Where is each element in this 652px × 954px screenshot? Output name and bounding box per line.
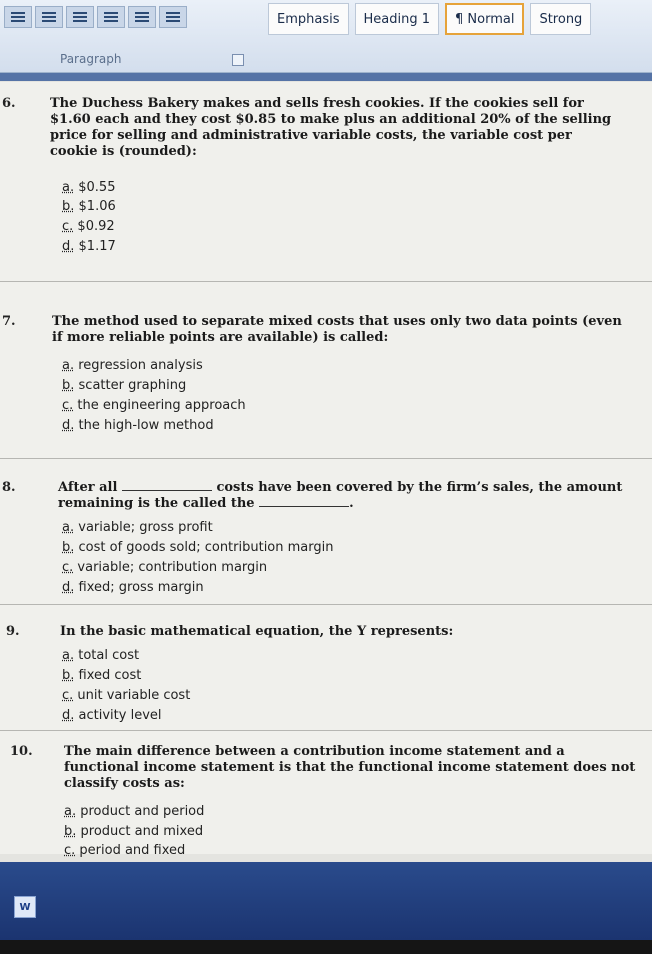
question-number: 10. — [10, 744, 33, 759]
option-letter: d. — [62, 239, 75, 254]
option — [62, 648, 139, 664]
question-line: classify costs as: — [64, 776, 185, 791]
style-normal[interactable]: ¶ Normal — [445, 3, 524, 35]
option-text: activity level — [78, 708, 162, 723]
option-letter: c. — [62, 219, 74, 234]
fill-in-blank — [259, 496, 349, 507]
option-text: $0.92 — [77, 219, 115, 234]
option-letter: a. — [62, 648, 75, 663]
option-letter: d. — [62, 580, 75, 595]
align-center-button[interactable] — [4, 6, 32, 28]
option — [62, 378, 186, 394]
align-center-icon — [11, 16, 25, 18]
option — [62, 688, 190, 704]
option — [62, 219, 115, 235]
word-app-icon[interactable]: W — [14, 896, 36, 918]
question-line: cookie is (rounded): — [50, 144, 197, 159]
option — [62, 560, 267, 576]
paragraph-group-label: Paragraph — [60, 52, 122, 66]
option-letter: d. — [62, 708, 75, 723]
question-line: $1.60 each and they cost $0.85 to make plus an additional 20% of the selling — [50, 112, 612, 127]
question-number: 6. — [2, 96, 16, 111]
section-divider — [0, 730, 652, 731]
option-text: the engineering approach — [77, 398, 246, 413]
option-text: the high-low method — [78, 418, 214, 433]
option-letter: b. — [62, 199, 75, 214]
option-text: $1.17 — [78, 239, 116, 254]
question-fragment: After all — [58, 480, 118, 495]
question-line: In the basic mathematical equation, the Y represents: — [60, 624, 454, 639]
section-divider — [0, 458, 652, 459]
question-text — [50, 96, 611, 160]
option-letter: a. — [62, 358, 75, 373]
option — [62, 580, 204, 596]
justify-icon — [73, 16, 87, 18]
option — [64, 824, 203, 840]
option — [62, 239, 116, 255]
option-letter: c. — [62, 560, 74, 575]
option — [64, 804, 204, 820]
question-text — [58, 480, 622, 512]
option — [62, 540, 334, 556]
taskbar — [0, 862, 652, 940]
paragraph-dialog-launcher[interactable] — [232, 54, 244, 66]
option-text: fixed cost — [78, 668, 142, 683]
option-letter: c. — [62, 688, 74, 703]
align-right-button[interactable] — [35, 6, 63, 28]
screen-bezel — [0, 940, 652, 954]
section-divider — [0, 281, 652, 282]
question-number: 8. — [2, 480, 16, 495]
option-letter: d. — [62, 418, 75, 433]
question-line: price for selling and administrative variable costs, the variable cost per — [50, 128, 572, 143]
question-line: The Duchess Bakery makes and sells fresh cookies. If the cookies sell for — [50, 96, 584, 111]
question-line: functional income statement is that the functional income statement does not — [64, 760, 636, 775]
ruler — [0, 73, 652, 81]
question-line: The method used to separate mixed costs that uses only two data points (even — [52, 314, 622, 329]
question-text — [64, 744, 635, 792]
option — [62, 708, 162, 724]
question-fragment: costs have been covered by the firm’s sales, the amount — [216, 480, 623, 495]
option-text: scatter graphing — [78, 378, 187, 393]
option — [62, 199, 116, 215]
align-right-icon — [42, 16, 56, 18]
document-page[interactable] — [0, 82, 652, 858]
option — [62, 358, 203, 374]
question-line: if more reliable points are available) is called: — [52, 330, 389, 345]
option-text: $1.06 — [78, 199, 116, 214]
section-divider — [0, 604, 652, 605]
option-letter: b. — [62, 668, 75, 683]
question-text — [52, 314, 622, 346]
question-text — [60, 624, 453, 640]
option-text: total cost — [78, 648, 140, 663]
style-emphasis[interactable]: Emphasis — [268, 3, 349, 35]
shading-icon — [135, 16, 149, 18]
question-number: 9. — [6, 624, 20, 639]
option-text: product and period — [80, 804, 205, 819]
option-text: product and mixed — [80, 824, 204, 839]
line-spacing-button[interactable] — [97, 6, 125, 28]
option-text: fixed; gross margin — [78, 580, 204, 595]
style-strong[interactable]: Strong — [530, 3, 591, 35]
option-letter: a. — [64, 804, 77, 819]
option-text: $0.55 — [78, 180, 116, 195]
option — [64, 843, 185, 859]
option — [62, 668, 141, 684]
option-text: period and fixed — [79, 843, 186, 858]
styles-gallery — [268, 3, 591, 35]
borders-button[interactable] — [159, 6, 187, 28]
option-letter: b. — [62, 378, 75, 393]
option — [62, 520, 213, 536]
option — [62, 418, 214, 434]
option-text: variable; gross profit — [78, 520, 213, 535]
option-letter: a. — [62, 520, 75, 535]
shading-button[interactable] — [128, 6, 156, 28]
option — [62, 398, 246, 414]
option-text: regression analysis — [78, 358, 203, 373]
question-number: 7. — [2, 314, 16, 329]
question-line: The main difference between a contribution income statement and a — [64, 744, 565, 759]
line-spacing-icon — [104, 16, 118, 18]
option-letter: b. — [64, 824, 77, 839]
fill-in-blank — [122, 480, 212, 491]
option-letter: a. — [62, 180, 75, 195]
option-text: variable; contribution margin — [77, 560, 268, 575]
question-line: remaining is the called the . — [58, 496, 354, 511]
option — [62, 180, 115, 196]
option-letter: c. — [62, 398, 74, 413]
justify-button[interactable] — [66, 6, 94, 28]
borders-icon — [166, 16, 180, 18]
option-letter: c. — [64, 843, 76, 858]
question-line — [58, 480, 622, 496]
option-text: cost of goods sold; contribution margin — [78, 540, 334, 555]
option-text: unit variable cost — [77, 688, 191, 703]
question-fragment: remaining is the called the — [58, 496, 255, 511]
ribbon — [0, 0, 652, 73]
paragraph-tools — [4, 6, 187, 28]
option-letter: b. — [62, 540, 75, 555]
style-heading-1[interactable]: Heading 1 — [355, 3, 440, 35]
